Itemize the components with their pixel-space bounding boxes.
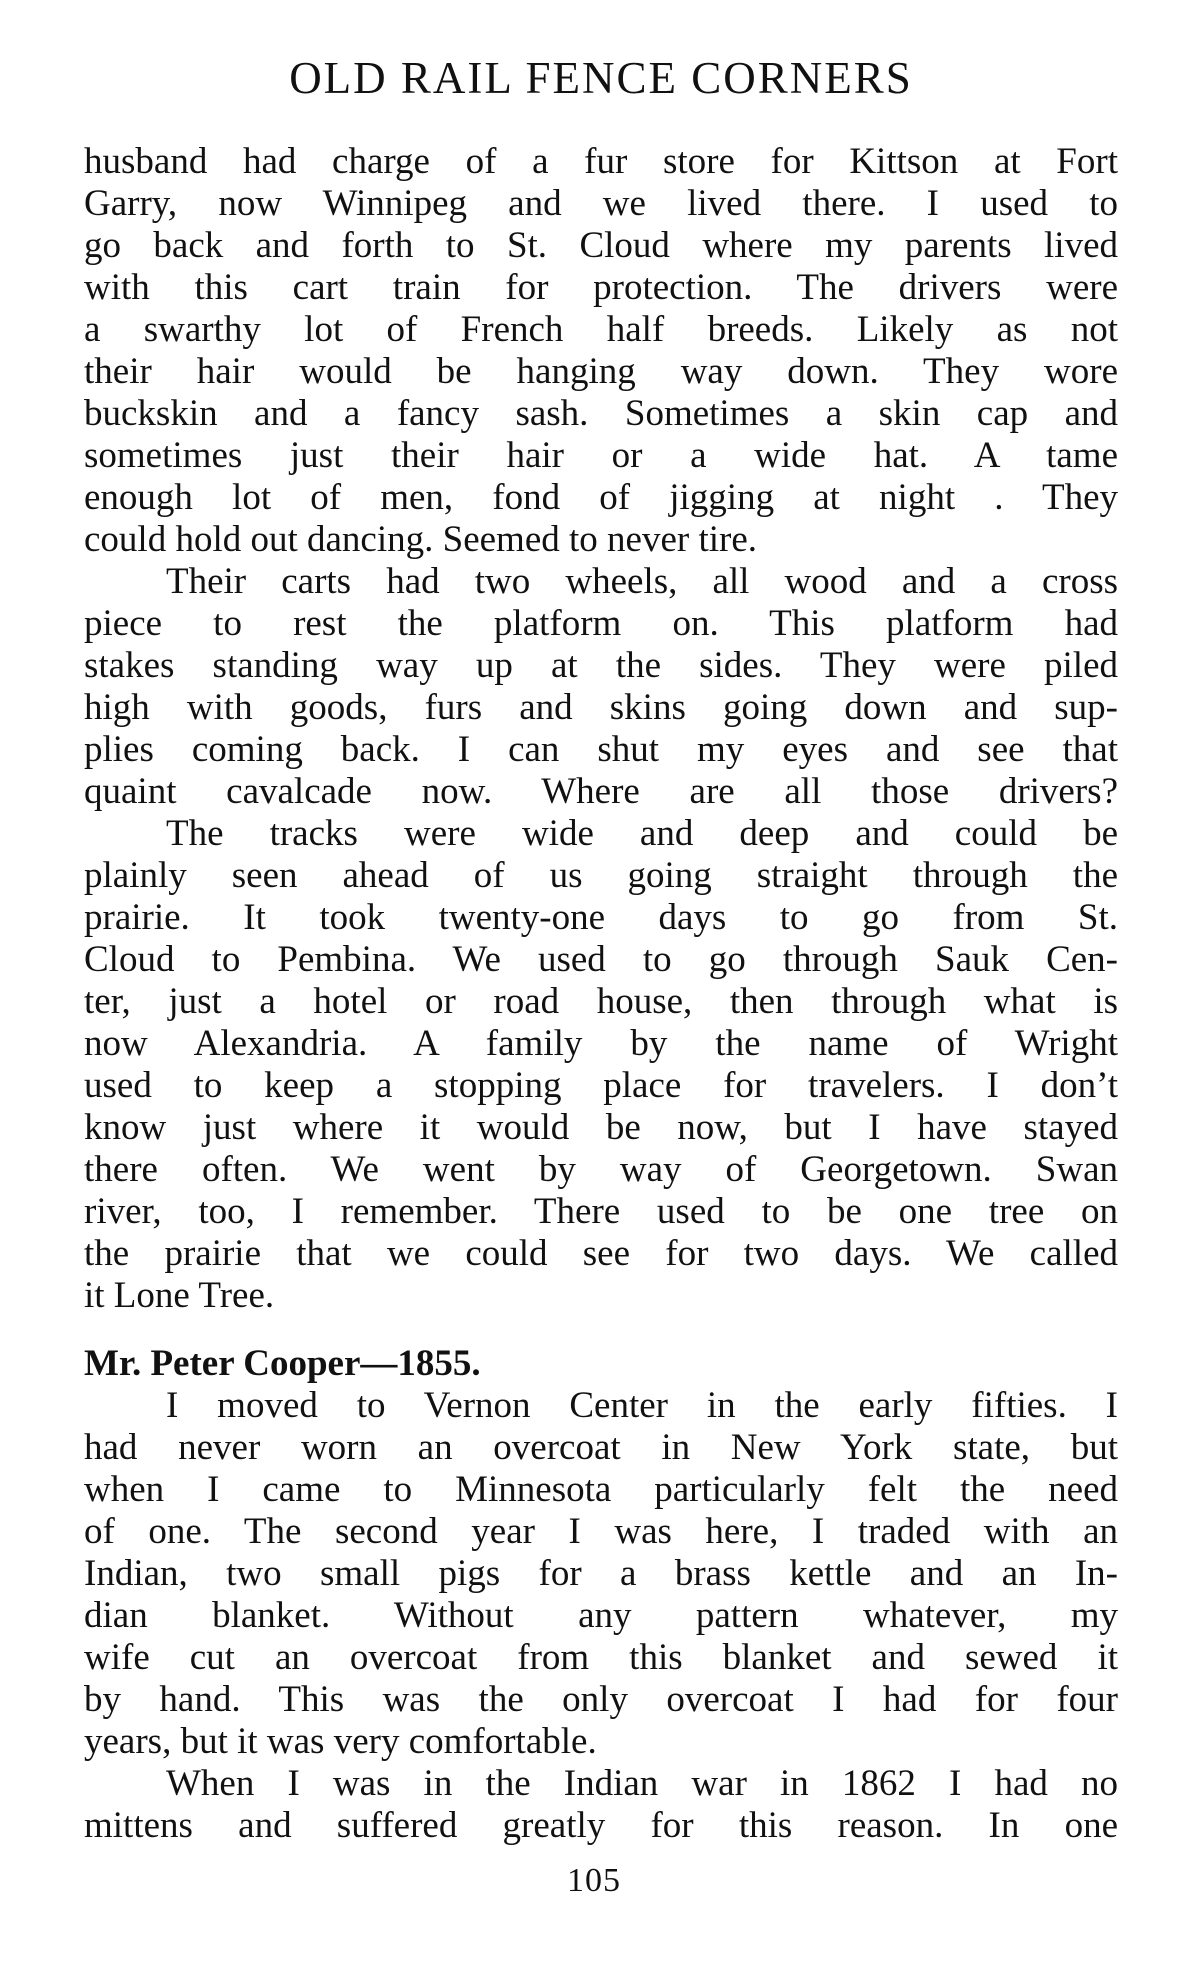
text-line: plies coming back. I can shut my eyes and see that: [84, 729, 1118, 770]
text-line: husband had charge of a fur store for Kittson at Fort: [84, 141, 1118, 182]
text-line: Garry, now Winnipeg and we lived there. I used to: [84, 183, 1118, 224]
text-line: Their carts had two wheels, all wood and a cross: [166, 561, 1118, 602]
text-line: had never worn an overcoat in New York state, but: [84, 1427, 1118, 1468]
section: [84, 1343, 1118, 1847]
text-line: by hand. This was the only overcoat I had for four: [84, 1679, 1118, 1720]
text-line: I moved to Vernon Center in the early fifties. I: [166, 1385, 1118, 1426]
paragraph: [84, 1763, 1118, 1847]
text-line: when I came to Minnesota particularly felt the need: [84, 1469, 1118, 1510]
text-line: it Lone Tree.: [84, 1275, 275, 1316]
text-line: now Alexandria. A family by the name of Wright: [84, 1023, 1118, 1064]
text-line: sometimes just their hair or a wide hat. A tame: [84, 435, 1118, 476]
text-line: Cloud to Pembina. We used to go through Sauk Cen-: [84, 939, 1118, 980]
text-line: could hold out dancing. Seemed to never tire.: [84, 519, 758, 560]
text-line: go back and forth to St. Cloud where my parents lived: [84, 225, 1118, 266]
text-line: buckskin and a fancy sash. Sometimes a skin cap and: [84, 393, 1118, 434]
text-line: of one. The second year I was here, I traded with an: [84, 1511, 1118, 1552]
text-line: ter, just a hotel or road house, then through what is: [84, 981, 1118, 1022]
text-line: with this cart train for protection. The drivers were: [84, 267, 1118, 308]
text-line: wife cut an overcoat from this blanket and sewed it: [84, 1637, 1118, 1678]
text-line: dian blanket. Without any pattern whatever, my: [84, 1595, 1118, 1636]
text-line: a swarthy lot of French half breeds. Likely as not: [84, 309, 1118, 350]
text-line: plainly seen ahead of us going straight through the: [84, 855, 1118, 896]
text-line: years, but it was very comfortable.: [84, 1721, 597, 1762]
section-heading: Mr. Peter Cooper—1855.: [84, 1343, 481, 1384]
text-line: prairie. It took twenty-one days to go from St.: [84, 897, 1118, 938]
text-line: used to keep a stopping place for travelers. I don’t: [84, 1065, 1118, 1106]
text-line: quaint cavalcade now. Where are all those drivers?: [84, 771, 1118, 812]
body-text: [84, 141, 1118, 1847]
text-line: stakes standing way up at the sides. They were piled: [84, 645, 1118, 686]
text-line: river, too, I remember. There used to be one tree on: [84, 1191, 1118, 1232]
paragraph: [84, 141, 1118, 561]
text-line: Indian, two small pigs for a brass kettle and an In-: [84, 1553, 1118, 1594]
text-line: know just where it would be now, but I have stayed: [84, 1107, 1118, 1148]
paragraph: [84, 813, 1118, 1317]
text-line: mittens and suffered greatly for this reason. In one: [84, 1805, 1118, 1846]
text-line: their hair would be hanging way down. They wore: [84, 351, 1118, 392]
book-page: [84, 40, 1118, 1847]
text-line: there often. We went by way of Georgetown. Swan: [84, 1149, 1118, 1190]
text-line: When I was in the Indian war in 1862 I had no: [166, 1763, 1118, 1804]
text-line: The tracks were wide and deep and could be: [166, 813, 1118, 854]
running-head: OLD RAIL FENCE CORNERS: [289, 53, 913, 103]
paragraph: [84, 1385, 1118, 1763]
paragraph: [84, 561, 1118, 813]
page-number: 105: [567, 1862, 621, 1899]
text-line: the prairie that we could see for two days. We called: [84, 1233, 1118, 1274]
text-line: enough lot of men, fond of jigging at night . They: [84, 477, 1118, 518]
text-line: high with goods, furs and skins going down and sup-: [84, 687, 1118, 728]
text-line: piece to rest the platform on. This platform had: [84, 603, 1118, 644]
